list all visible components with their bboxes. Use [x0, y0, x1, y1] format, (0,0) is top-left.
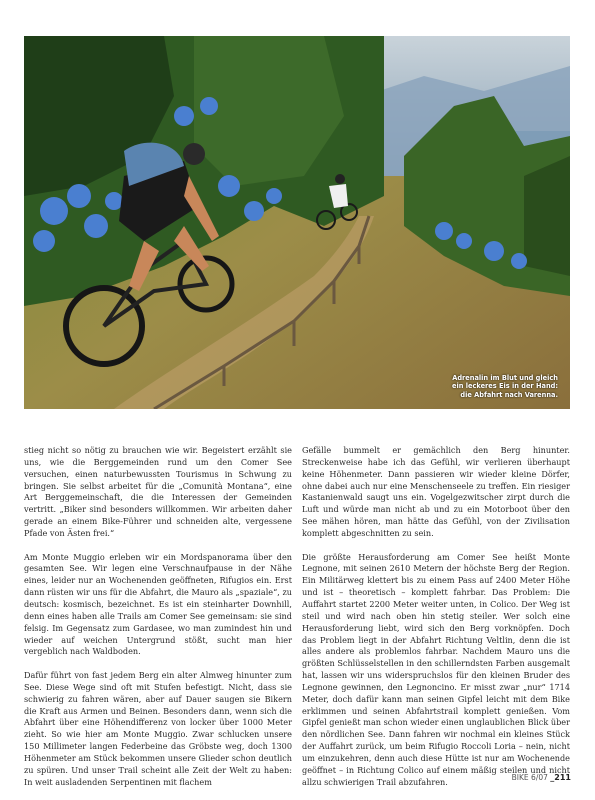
paragraph: Die größte Herausforderung am Comer See heißt Monte Legnone, mit seinen 2610 Metern der höchste Berg der Region. Ein Militärweg klettert bis zu einem Pass auf 2400 Meter Höhe und ist – theoretisch – komplett fahrbar. Das Problem: Die Auffahrt startet 2200 Meter weiter unten, in Colico. Der Weg ist steil und wird nach oben hin stetig steiler. Wer solch eine Herausforderung liebt, wird sich den Berg vorknöpfen. Doch das Problem liegt in der Abfahrt Richtung Veltlin, denn die ist alles andere als problemlos fahrbar. Nachdem Mauro uns die größten Schlüsselstellen in den schillerndsten Farben ausgemalt hat, lassen wir uns widerspruchslos für den kleinen Bruder des Legnone gewinnen, den Legnoncino. Er misst zwar „nur“ 1714 Meter, doch dafür kann man seinen Gipfel leicht mit dem Bike erklimmen und seinen Abfahrtstrail komplett genießen. Vom Gipfel genießt man schon wieder einen unglaublichen Blick über den nördlichen See. Dann fahren wir nochmal ein kleines Stück der Auffahrt zurück, um beim Rifugio Roccoli Loria – nein, nicht um einzukehren, denn auch diese Hütte ist nur am Wochenende geöffnet – in Richtung Colico auf einem mäßig steilen und nicht allzu schwierigen Trail abzufahren. [302, 551, 570, 787]
page-number: _211 [550, 773, 571, 782]
photo-caption [452, 374, 558, 399]
paragraph: Am Monte Muggio erleben wir ein Mordspanorama über den gesamten See. Wir legen eine Verschnaufpause in der Nähe eines, leider nur an Wochenenden geöffneten, Rifugios ein. Erst dann rüsten wir uns für die Abfahrt, die Mauro als „spaziale“, zu deutsch: kosmisch, bezeichnet. Es ist ein steinharter Downhill, denn eines haben alle Trails am Comer See gemeinsam: sie sind felsig. Im Gegensatz zum Gardasee, wo man zumindest hin und wieder auf weichen Untergrund stößt, sucht man hier vergeblich nach Waldboden. [24, 551, 292, 657]
paragraph: stieg nicht so nötig zu brauchen wie wir. Begeistert erzählt sie uns, wie die Berggemeinden rund um den Comer See versuchen, einen naturbewussten Tourismus in Schwung zu bringen. Sie selbst arbeitet für die „Comunità Montana“, eine Art Berggemeinschaft, die die Interessen der Gemeinden vertritt. „Biker sind besonders willkommen. Wir arbeiten daher gerade an einem Bike-Führer und schneiden alte, vergessene Pfade von Ästen frei.“ [24, 445, 292, 538]
caption-line: ein leckeres Eis in der Hand: [452, 382, 558, 391]
hero-photo [24, 36, 570, 409]
mountain-bike-trail-image [24, 36, 570, 409]
paragraph: Gefälle bummelt er gemächlich den Berg hinunter. Streckenweise habe ich das Gefühl, wir verlieren überhaupt keine Höhenmeter. Dann passieren wir wieder kleine Dörfer, ohne dabei auch nur eine Menschenseele zu treffen. Ein riesiger Kastanienwald saugt uns ein. Vogelgezwitscher zirpt durch die Luft und würde man nicht ab und zu ein Motorboot über den See mähen hören, man hätte das Gefühl, von der Zivilisation komplett abgeschnitten zu sein. [302, 445, 570, 538]
caption-line: die Abfahrt nach Varenna. [460, 390, 558, 399]
paragraph: Dafür führt von fast jedem Berg ein alter Almweg hinunter zum See. Diese Wege sind oft mit Stufen befestigt. Nicht, dass sie schwierig zu fahren wären, aber auf Dauer saugen sie Bikern die Kraft aus Armen und Beinen. Besonders dann, wenn sich die Abfahrt über eine Höhendifferenz von locker über 1000 Meter zieht. So wie hier am Monte Muggio. Zwar schlucken unsere 150 Millimeter langen Federbeine das Gröbste weg, doch 1300 Höhenmeter am Stück bekommen unsere Glieder schon deutlich zu spüren. Und unser Trail scheint alle Zeit der Welt zu haben: In weit ausladenden Serpentinen mit flachem [24, 670, 292, 787]
caption-line: Adrenalin im Blut und gleich [452, 373, 558, 382]
article-column-right [302, 445, 570, 800]
magazine-issue: BIKE 6/07 [511, 773, 548, 782]
article-column-left [24, 445, 292, 800]
page-footer [512, 773, 571, 782]
